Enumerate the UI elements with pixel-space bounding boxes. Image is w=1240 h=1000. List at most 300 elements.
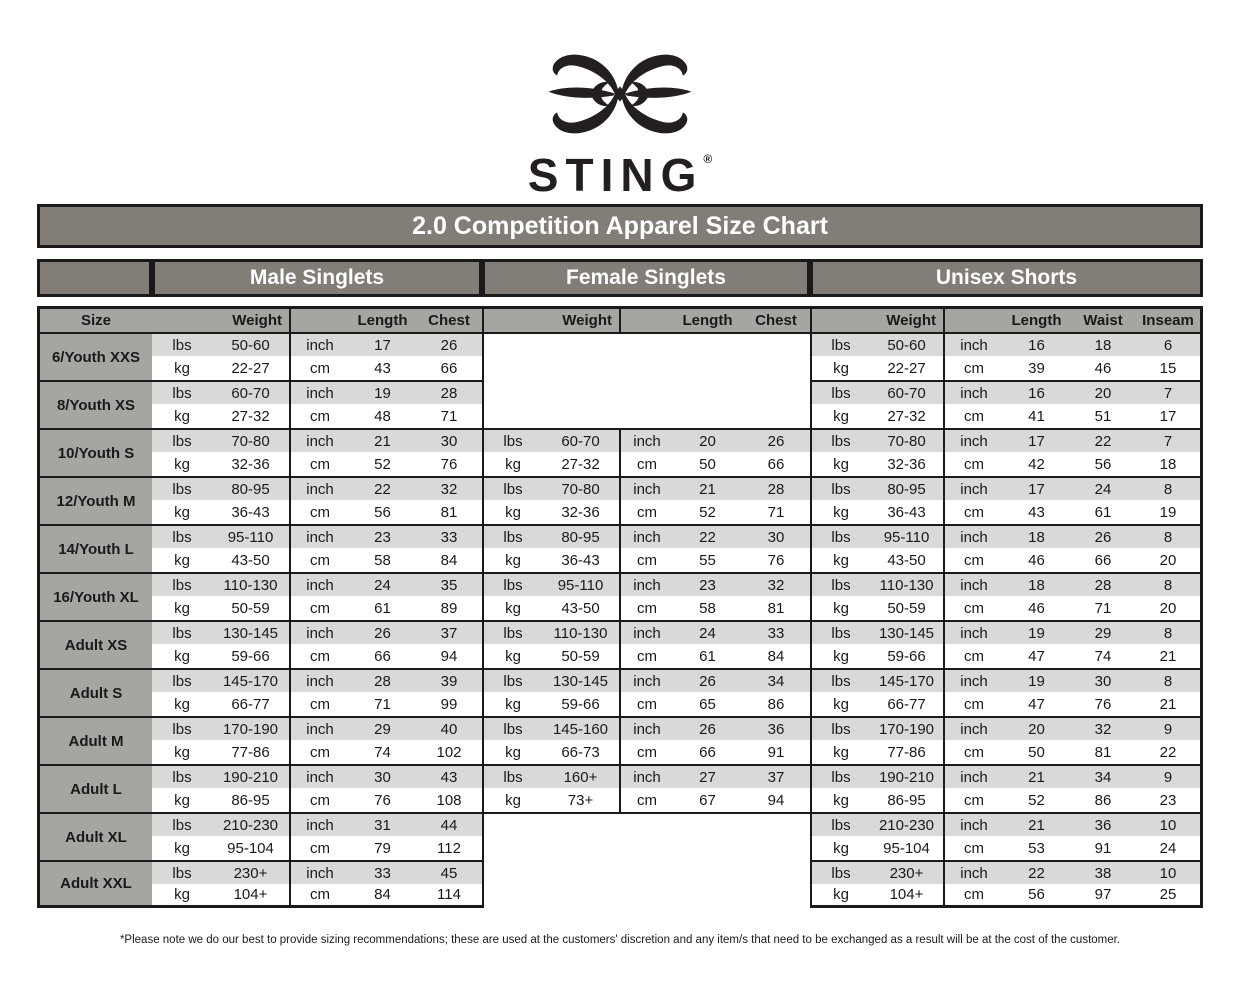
unisex-waist-cm-value: 91 [1070, 836, 1136, 860]
female-weight-unit-kg: kg [482, 548, 542, 572]
male-length-unit-inch: inch [289, 332, 349, 356]
unisex-length-unit-inch: inch [943, 332, 1003, 356]
male-weight-kg-value: 66-77 [212, 692, 289, 716]
male-weight-kg-value: 32-36 [212, 452, 289, 476]
unisex-inseam-inch-value: 8 [1136, 668, 1203, 692]
male-weight-unit-kg: kg [152, 836, 212, 860]
unisex-weight-kg-value: 77-86 [870, 740, 943, 764]
unisex-inseam-inch-value: 7 [1136, 380, 1203, 404]
size-cell: 14/Youth L [37, 524, 152, 572]
male-length-cm-value: 76 [349, 788, 416, 812]
male-length-cm-value: 43 [349, 356, 416, 380]
unisex-weight-unit-kg: kg [810, 452, 870, 476]
brand-wordmark: STING® [527, 149, 713, 201]
male-length-cm-value: 52 [349, 452, 416, 476]
male-length-unit-cm: cm [289, 836, 349, 860]
male-length-unit-cm: cm [289, 644, 349, 668]
male-weight-unit-kg: kg [152, 692, 212, 716]
column-header-unit-spacer [943, 306, 1003, 332]
unisex-weight-kg-value: 27-32 [870, 404, 943, 428]
unisex-weight-unit-lbs: lbs [810, 764, 870, 788]
unisex-length-unit-inch: inch [943, 476, 1003, 500]
male-length-unit-cm: cm [289, 740, 349, 764]
unisex-weight-kg-value: 32-36 [870, 452, 943, 476]
unisex-length-unit-cm: cm [943, 644, 1003, 668]
unisex-weight-unit-lbs: lbs [810, 716, 870, 740]
unisex-inseam-cm-value: 20 [1136, 548, 1203, 572]
unisex-weight-unit-kg: kg [810, 740, 870, 764]
female-weight-unit-lbs: lbs [482, 476, 542, 500]
male-length-unit-inch: inch [289, 428, 349, 452]
unisex-length-cm-value: 46 [1003, 596, 1070, 620]
female-chest-cm-value: 84 [742, 644, 810, 668]
male-weight-kg-value: 104+ [212, 884, 289, 908]
female-weight-unit-lbs: lbs [482, 620, 542, 644]
footnote-text: *Please note we do our best to provide sizing recommendations; these are used at the customers' discretion and any item/s that need to be exchanged as a result will be at the cost of the customer. [119, 934, 1121, 946]
unisex-length-cm-value: 39 [1003, 356, 1070, 380]
unisex-inseam-inch-value: 8 [1136, 620, 1203, 644]
female-weight-kg-value: 59-66 [542, 692, 619, 716]
female-length-cm-value: 58 [673, 596, 742, 620]
unisex-waist-inch-value: 30 [1070, 668, 1136, 692]
female-length-cm-value: 67 [673, 788, 742, 812]
female-weight-unit-kg: kg [482, 452, 542, 476]
unisex-length-unit-cm: cm [943, 404, 1003, 428]
unisex-length-inch-value: 17 [1003, 476, 1070, 500]
female-empty-region [482, 812, 810, 860]
unisex-waist-cm-value: 51 [1070, 404, 1136, 428]
unisex-weight-kg-value: 43-50 [870, 548, 943, 572]
unisex-weight-unit-kg: kg [810, 356, 870, 380]
unisex-length-unit-cm: cm [943, 740, 1003, 764]
size-cell: 6/Youth XXS [37, 332, 152, 380]
unisex-weight-unit-lbs: lbs [810, 524, 870, 548]
female-length-unit-inch: inch [619, 620, 673, 644]
female-weight-unit-lbs: lbs [482, 428, 542, 452]
female-weight-unit-kg: kg [482, 644, 542, 668]
female-weight-kg-value: 66-73 [542, 740, 619, 764]
female-length-unit-cm: cm [619, 692, 673, 716]
male-weight-unit-lbs: lbs [152, 428, 212, 452]
female-weight-lbs-value: 160+ [542, 764, 619, 788]
unisex-length-unit-cm: cm [943, 836, 1003, 860]
female-chest-cm-value: 91 [742, 740, 810, 764]
male-weight-unit-kg: kg [152, 404, 212, 428]
unisex-weight-kg-value: 22-27 [870, 356, 943, 380]
female-weight-lbs-value: 80-95 [542, 524, 619, 548]
unisex-inseam-inch-value: 10 [1136, 812, 1203, 836]
male-length-unit-inch: inch [289, 476, 349, 500]
male-chest-cm-value: 102 [416, 740, 482, 764]
unisex-inseam-inch-value: 8 [1136, 572, 1203, 596]
female-weight-kg-value: 27-32 [542, 452, 619, 476]
male-weight-unit-lbs: lbs [152, 812, 212, 836]
unisex-length-cm-value: 56 [1003, 884, 1070, 908]
column-header-length-male: Length [349, 306, 416, 332]
unisex-inseam-cm-value: 18 [1136, 452, 1203, 476]
female-chest-inch-value: 30 [742, 524, 810, 548]
male-length-cm-value: 66 [349, 644, 416, 668]
female-weight-unit-kg: kg [482, 500, 542, 524]
male-length-unit-cm: cm [289, 596, 349, 620]
male-weight-kg-value: 36-43 [212, 500, 289, 524]
male-length-unit-inch: inch [289, 572, 349, 596]
female-chest-cm-value: 86 [742, 692, 810, 716]
unisex-weight-unit-lbs: lbs [810, 572, 870, 596]
female-chest-inch-value: 34 [742, 668, 810, 692]
female-weight-kg-value: 73+ [542, 788, 619, 812]
male-weight-unit-lbs: lbs [152, 380, 212, 404]
male-weight-unit-kg: kg [152, 356, 212, 380]
female-length-unit-inch: inch [619, 572, 673, 596]
column-header-unit-spacer [619, 306, 673, 332]
column-header-length-female: Length [673, 306, 742, 332]
male-length-unit-cm: cm [289, 884, 349, 908]
unisex-weight-unit-lbs: lbs [810, 428, 870, 452]
unisex-length-unit-inch: inch [943, 716, 1003, 740]
unisex-inseam-inch-value: 10 [1136, 860, 1203, 884]
chart-title-bar [37, 204, 1203, 248]
unisex-waist-cm-value: 97 [1070, 884, 1136, 908]
male-weight-unit-lbs: lbs [152, 716, 212, 740]
unisex-length-unit-cm: cm [943, 692, 1003, 716]
female-length-cm-value: 50 [673, 452, 742, 476]
male-length-unit-cm: cm [289, 548, 349, 572]
male-chest-inch-value: 39 [416, 668, 482, 692]
male-weight-lbs-value: 70-80 [212, 428, 289, 452]
unisex-inseam-cm-value: 25 [1136, 884, 1203, 908]
unisex-inseam-cm-value: 24 [1136, 836, 1203, 860]
female-chest-inch-value: 36 [742, 716, 810, 740]
unisex-weight-unit-kg: kg [810, 404, 870, 428]
male-length-inch-value: 33 [349, 860, 416, 884]
unisex-weight-unit-lbs: lbs [810, 668, 870, 692]
male-weight-unit-lbs: lbs [152, 524, 212, 548]
unisex-length-unit-inch: inch [943, 812, 1003, 836]
male-weight-lbs-value: 110-130 [212, 572, 289, 596]
male-length-cm-value: 48 [349, 404, 416, 428]
female-empty-region [482, 860, 810, 908]
male-weight-kg-value: 59-66 [212, 644, 289, 668]
male-weight-unit-kg: kg [152, 548, 212, 572]
male-weight-unit-lbs: lbs [152, 668, 212, 692]
male-length-unit-inch: inch [289, 764, 349, 788]
male-chest-inch-value: 37 [416, 620, 482, 644]
female-weight-lbs-value: 145-160 [542, 716, 619, 740]
unisex-weight-lbs-value: 210-230 [870, 812, 943, 836]
column-header-chest-male: Chest [416, 306, 482, 332]
female-weight-lbs-value: 60-70 [542, 428, 619, 452]
male-weight-unit-kg: kg [152, 788, 212, 812]
unisex-weight-kg-value: 50-59 [870, 596, 943, 620]
female-chest-inch-value: 37 [742, 764, 810, 788]
unisex-inseam-inch-value: 6 [1136, 332, 1203, 356]
male-length-cm-value: 79 [349, 836, 416, 860]
male-length-cm-value: 71 [349, 692, 416, 716]
female-weight-lbs-value: 70-80 [542, 476, 619, 500]
unisex-inseam-inch-value: 7 [1136, 428, 1203, 452]
male-length-unit-inch: inch [289, 860, 349, 884]
unisex-length-inch-value: 18 [1003, 524, 1070, 548]
unisex-length-unit-inch: inch [943, 668, 1003, 692]
unisex-length-cm-value: 52 [1003, 788, 1070, 812]
female-length-unit-inch: inch [619, 428, 673, 452]
column-header-unit-spacer [289, 306, 349, 332]
male-length-inch-value: 30 [349, 764, 416, 788]
female-empty-region [482, 380, 810, 428]
unisex-weight-unit-kg: kg [810, 500, 870, 524]
section-header-row [37, 259, 1203, 297]
male-length-inch-value: 29 [349, 716, 416, 740]
male-weight-kg-value: 50-59 [212, 596, 289, 620]
unisex-weight-lbs-value: 95-110 [870, 524, 943, 548]
unisex-inseam-cm-value: 15 [1136, 356, 1203, 380]
female-weight-unit-lbs: lbs [482, 668, 542, 692]
column-header-weight-male: Weight [152, 306, 289, 332]
unisex-waist-inch-value: 34 [1070, 764, 1136, 788]
male-weight-lbs-value: 95-110 [212, 524, 289, 548]
unisex-inseam-inch-value: 8 [1136, 476, 1203, 500]
size-cell: Adult S [37, 668, 152, 716]
female-length-unit-cm: cm [619, 452, 673, 476]
male-chest-inch-value: 32 [416, 476, 482, 500]
female-length-cm-value: 65 [673, 692, 742, 716]
unisex-length-inch-value: 22 [1003, 860, 1070, 884]
female-weight-unit-lbs: lbs [482, 716, 542, 740]
unisex-weight-unit-lbs: lbs [810, 620, 870, 644]
male-chest-inch-value: 35 [416, 572, 482, 596]
male-length-unit-cm: cm [289, 452, 349, 476]
unisex-weight-unit-lbs: lbs [810, 380, 870, 404]
male-length-unit-cm: cm [289, 404, 349, 428]
unisex-length-cm-value: 46 [1003, 548, 1070, 572]
female-length-unit-inch: inch [619, 764, 673, 788]
male-chest-cm-value: 94 [416, 644, 482, 668]
female-chest-inch-value: 32 [742, 572, 810, 596]
female-length-inch-value: 24 [673, 620, 742, 644]
section-header-unisex-shorts: Unisex Shorts [810, 259, 1203, 297]
female-weight-unit-lbs: lbs [482, 524, 542, 548]
unisex-length-inch-value: 20 [1003, 716, 1070, 740]
section-header-spacer [37, 259, 152, 297]
male-weight-lbs-value: 190-210 [212, 764, 289, 788]
male-weight-lbs-value: 145-170 [212, 668, 289, 692]
male-length-unit-cm: cm [289, 788, 349, 812]
male-length-inch-value: 17 [349, 332, 416, 356]
male-chest-inch-value: 40 [416, 716, 482, 740]
male-weight-lbs-value: 130-145 [212, 620, 289, 644]
section-header-female-singlets: Female Singlets [482, 259, 810, 297]
unisex-length-cm-value: 41 [1003, 404, 1070, 428]
chart-title: 2.0 Competition Apparel Size Chart [412, 211, 828, 240]
male-chest-inch-value: 30 [416, 428, 482, 452]
size-cell: Adult M [37, 716, 152, 764]
female-weight-unit-kg: kg [482, 692, 542, 716]
male-length-cm-value: 58 [349, 548, 416, 572]
male-length-unit-inch: inch [289, 716, 349, 740]
unisex-weight-lbs-value: 50-60 [870, 332, 943, 356]
sting-emblem-icon [522, 38, 718, 150]
female-length-unit-cm: cm [619, 788, 673, 812]
female-weight-kg-value: 50-59 [542, 644, 619, 668]
male-length-unit-inch: inch [289, 524, 349, 548]
column-header-weight-female: Weight [482, 306, 619, 332]
unisex-waist-inch-value: 26 [1070, 524, 1136, 548]
male-chest-inch-value: 44 [416, 812, 482, 836]
unisex-inseam-cm-value: 21 [1136, 644, 1203, 668]
female-weight-lbs-value: 110-130 [542, 620, 619, 644]
female-chest-cm-value: 71 [742, 500, 810, 524]
column-header-waist-unisex: Waist [1070, 306, 1136, 332]
size-table [37, 306, 1203, 908]
female-length-inch-value: 21 [673, 476, 742, 500]
male-weight-unit-kg: kg [152, 596, 212, 620]
unisex-inseam-cm-value: 20 [1136, 596, 1203, 620]
male-chest-inch-value: 45 [416, 860, 482, 884]
female-empty-region [482, 332, 810, 380]
female-chest-cm-value: 66 [742, 452, 810, 476]
female-length-unit-cm: cm [619, 596, 673, 620]
unisex-length-inch-value: 19 [1003, 668, 1070, 692]
male-weight-lbs-value: 170-190 [212, 716, 289, 740]
male-length-inch-value: 22 [349, 476, 416, 500]
male-chest-cm-value: 108 [416, 788, 482, 812]
male-weight-unit-lbs: lbs [152, 572, 212, 596]
female-chest-inch-value: 26 [742, 428, 810, 452]
unisex-waist-inch-value: 38 [1070, 860, 1136, 884]
size-cell: 12/Youth M [37, 476, 152, 524]
unisex-waist-cm-value: 86 [1070, 788, 1136, 812]
male-weight-kg-value: 43-50 [212, 548, 289, 572]
male-chest-cm-value: 114 [416, 884, 482, 908]
male-weight-unit-lbs: lbs [152, 476, 212, 500]
unisex-length-inch-value: 18 [1003, 572, 1070, 596]
unisex-length-unit-cm: cm [943, 356, 1003, 380]
unisex-inseam-cm-value: 22 [1136, 740, 1203, 764]
male-weight-lbs-value: 210-230 [212, 812, 289, 836]
unisex-length-unit-cm: cm [943, 884, 1003, 908]
size-cell: Adult XXL [37, 860, 152, 908]
male-weight-lbs-value: 230+ [212, 860, 289, 884]
unisex-waist-cm-value: 56 [1070, 452, 1136, 476]
unisex-inseam-cm-value: 21 [1136, 692, 1203, 716]
male-weight-lbs-value: 50-60 [212, 332, 289, 356]
unisex-length-inch-value: 21 [1003, 812, 1070, 836]
unisex-weight-lbs-value: 145-170 [870, 668, 943, 692]
unisex-weight-unit-lbs: lbs [810, 812, 870, 836]
female-chest-cm-value: 81 [742, 596, 810, 620]
unisex-length-cm-value: 43 [1003, 500, 1070, 524]
male-length-cm-value: 84 [349, 884, 416, 908]
unisex-waist-inch-value: 22 [1070, 428, 1136, 452]
brand-logo [37, 0, 1203, 201]
unisex-inseam-cm-value: 19 [1136, 500, 1203, 524]
female-weight-lbs-value: 95-110 [542, 572, 619, 596]
female-weight-lbs-value: 130-145 [542, 668, 619, 692]
size-cell: 16/Youth XL [37, 572, 152, 620]
male-weight-kg-value: 22-27 [212, 356, 289, 380]
unisex-length-unit-cm: cm [943, 500, 1003, 524]
male-length-inch-value: 26 [349, 620, 416, 644]
unisex-weight-unit-kg: kg [810, 692, 870, 716]
male-length-cm-value: 61 [349, 596, 416, 620]
column-header-chest-female: Chest [742, 306, 810, 332]
male-weight-unit-kg: kg [152, 500, 212, 524]
male-length-inch-value: 19 [349, 380, 416, 404]
female-weight-unit-lbs: lbs [482, 764, 542, 788]
male-chest-inch-value: 43 [416, 764, 482, 788]
unisex-waist-inch-value: 20 [1070, 380, 1136, 404]
male-length-inch-value: 23 [349, 524, 416, 548]
unisex-weight-unit-kg: kg [810, 884, 870, 908]
female-chest-inch-value: 28 [742, 476, 810, 500]
column-header-size: Size [37, 306, 152, 332]
unisex-waist-inch-value: 32 [1070, 716, 1136, 740]
unisex-length-unit-inch: inch [943, 572, 1003, 596]
male-length-unit-cm: cm [289, 500, 349, 524]
unisex-waist-inch-value: 28 [1070, 572, 1136, 596]
unisex-weight-kg-value: 66-77 [870, 692, 943, 716]
size-cell: Adult XS [37, 620, 152, 668]
unisex-weight-kg-value: 59-66 [870, 644, 943, 668]
unisex-weight-unit-kg: kg [810, 836, 870, 860]
female-length-unit-cm: cm [619, 740, 673, 764]
unisex-inseam-inch-value: 9 [1136, 764, 1203, 788]
female-length-cm-value: 61 [673, 644, 742, 668]
male-weight-lbs-value: 80-95 [212, 476, 289, 500]
unisex-inseam-cm-value: 17 [1136, 404, 1203, 428]
male-weight-unit-lbs: lbs [152, 860, 212, 884]
unisex-inseam-inch-value: 9 [1136, 716, 1203, 740]
column-header-inseam-unisex: Inseam [1136, 306, 1203, 332]
size-cell: 10/Youth S [37, 428, 152, 476]
male-weight-unit-kg: kg [152, 452, 212, 476]
female-length-inch-value: 23 [673, 572, 742, 596]
male-chest-cm-value: 66 [416, 356, 482, 380]
unisex-length-cm-value: 47 [1003, 644, 1070, 668]
female-length-unit-cm: cm [619, 548, 673, 572]
unisex-length-inch-value: 16 [1003, 380, 1070, 404]
unisex-weight-unit-kg: kg [810, 596, 870, 620]
unisex-length-cm-value: 53 [1003, 836, 1070, 860]
male-length-unit-inch: inch [289, 380, 349, 404]
unisex-weight-kg-value: 104+ [870, 884, 943, 908]
male-weight-unit-kg: kg [152, 884, 212, 908]
female-length-cm-value: 55 [673, 548, 742, 572]
male-weight-unit-lbs: lbs [152, 332, 212, 356]
unisex-waist-cm-value: 76 [1070, 692, 1136, 716]
female-weight-unit-kg: kg [482, 740, 542, 764]
female-weight-unit-kg: kg [482, 596, 542, 620]
unisex-length-unit-cm: cm [943, 548, 1003, 572]
section-header-male-singlets: Male Singlets [152, 259, 482, 297]
unisex-weight-lbs-value: 170-190 [870, 716, 943, 740]
unisex-length-unit-inch: inch [943, 428, 1003, 452]
column-header-length-unisex: Length [1003, 306, 1070, 332]
unisex-weight-kg-value: 86-95 [870, 788, 943, 812]
unisex-weight-kg-value: 36-43 [870, 500, 943, 524]
unisex-weight-lbs-value: 110-130 [870, 572, 943, 596]
size-cell: 8/Youth XS [37, 380, 152, 428]
male-length-cm-value: 56 [349, 500, 416, 524]
male-weight-kg-value: 95-104 [212, 836, 289, 860]
male-chest-cm-value: 99 [416, 692, 482, 716]
female-weight-kg-value: 32-36 [542, 500, 619, 524]
unisex-waist-inch-value: 24 [1070, 476, 1136, 500]
female-length-inch-value: 22 [673, 524, 742, 548]
male-length-inch-value: 31 [349, 812, 416, 836]
column-header-weight-unisex: Weight [810, 306, 943, 332]
